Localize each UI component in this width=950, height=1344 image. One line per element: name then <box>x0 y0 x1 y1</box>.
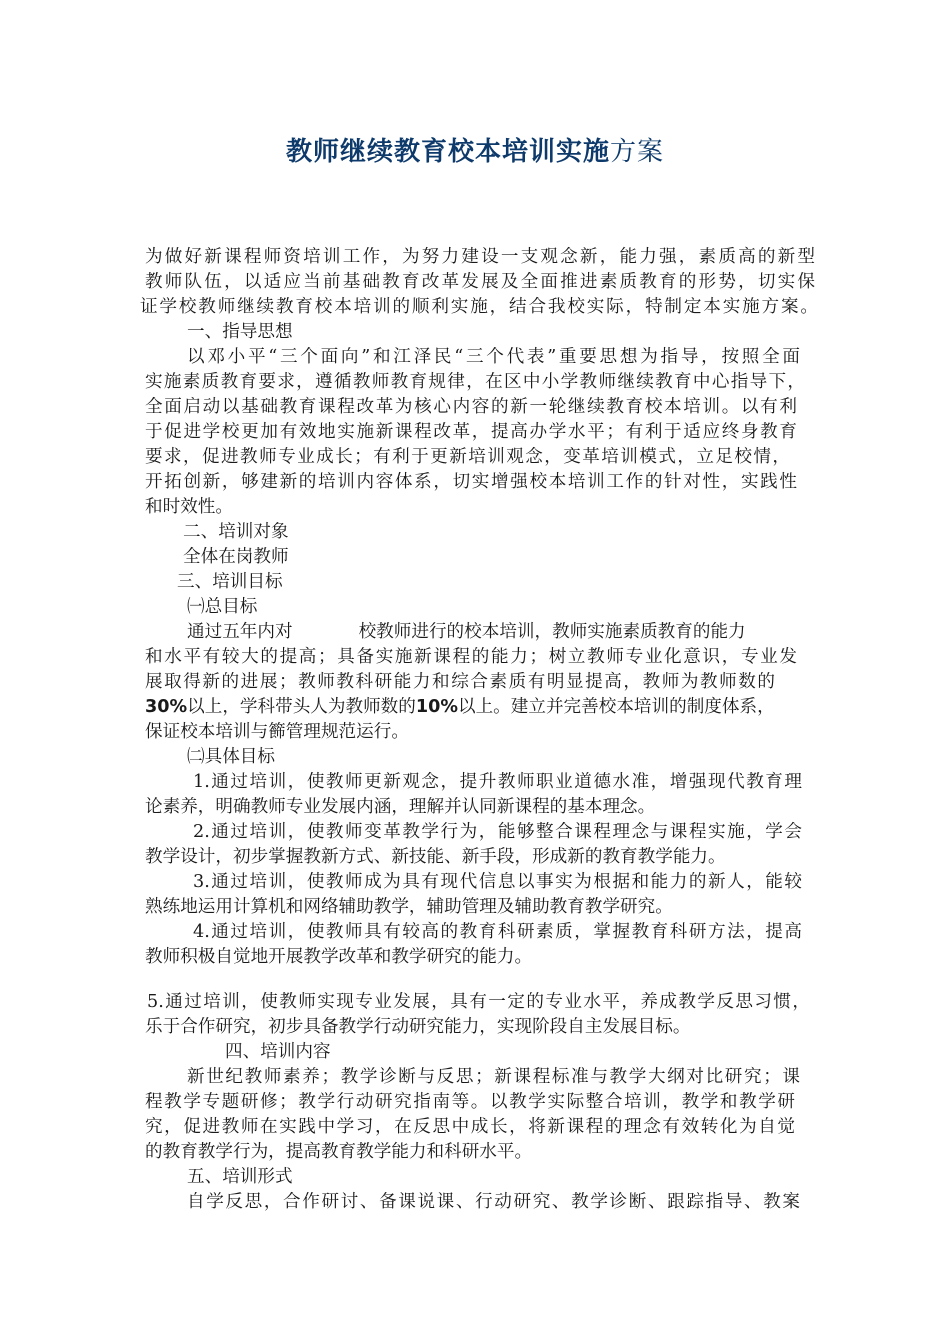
paragraph-line: 以邓小平“三个面向”和江泽民“三个代表”重要思想为指导，按照全面 <box>187 347 800 367</box>
paragraph-line: 的教育教学行为，提高教育教学能力和科研水平。 <box>145 1142 533 1162</box>
paragraph-line: 全体在岗教师 <box>183 547 289 567</box>
paragraph-line: 究，促进教师在实践中学习，在反思中成长，将新课程的理念有效转化为自觉 <box>145 1117 795 1137</box>
section-heading: 二、培训对象 <box>183 522 289 542</box>
goal-text: 以上，学科带头人为教师数的 <box>187 697 416 717</box>
list-item-cont: 教学设计，初步掌握教新方式、新技能、新手段，形成新的教育教学能力。 <box>145 847 726 867</box>
sub-heading: ㈠总目标 <box>187 597 258 617</box>
goal-text: 以上。建立并完善校本培训的制度体系， <box>457 697 775 717</box>
list-item: 5.通过培训，使教师实现专业发展，具有一定的专业水平，养成教学反思习惯， <box>147 992 810 1012</box>
sub-heading: ㈡具体目标 <box>187 747 275 767</box>
list-item-cont: 教师积极自觉地开展教学改革和教学研究的能力。 <box>145 947 533 967</box>
paragraph-line: 新世纪教师素养；教学诊断与反思；新课程标准与教学大纲对比研究；课 <box>187 1067 800 1087</box>
intro-line: 教师队伍，以适应当前基础教育改革发展及全面推进素质教育的形势，切实保 <box>145 272 815 292</box>
list-item: 1.通过培训，使教师更新观念，提升教师职业道德水准，增强现代教育理 <box>193 772 802 792</box>
paragraph-line: 自学反思，合作研讨、备课说课、行动研究、教学诊断、跟踪指导、教案 <box>187 1192 800 1212</box>
paragraph-line: 实施素质教育要求，遵循教师教育规律，在区中小学教师继续教育中心指导下， <box>145 372 805 392</box>
section-heading: 五、培训形式 <box>187 1167 293 1187</box>
list-item: 4.通过培训，使教师具有较高的教育科研素质，掌握教育科研方法，提高 <box>193 922 802 942</box>
paragraph-line: 展取得新的进展；教师教科研能力和综合素质有明显提高，教师为教师数的 <box>145 672 775 692</box>
intro-line: 为做好新课程师资培训工作，为努力建设一支观念新，能力强，素质高的新型 <box>145 247 815 267</box>
paragraph-line: 和水平有较大的提高；具备实施新课程的能力；树立教师专业化意识，专业发 <box>145 647 797 667</box>
paragraph-line <box>187 620 746 645</box>
document-title <box>0 136 950 168</box>
list-item-cont: 熟练地运用计算机和网络辅助教学，辅助管理及辅助教育教学研究。 <box>145 897 673 917</box>
paragraph-line: 要求，促进教师专业成长；有利于更新培训观念，变革培训模式，立足校情， <box>145 447 790 467</box>
list-item: 3.通过培训，使教师成为具有现代信息以事实为根据和能力的新人，能较 <box>193 872 802 892</box>
section-heading: 三、培训目标 <box>177 572 283 592</box>
section-heading: 四、培训内容 <box>225 1042 331 1062</box>
percent-value: 10% <box>415 697 458 717</box>
paragraph-line: 开拓创新，够建新的培训内容体系，切实增强校本培训工作的针对性，实践性 <box>145 472 797 492</box>
section-heading: 一、指导思想 <box>187 322 293 342</box>
goal-text-b: 校教师进行的校本培训，教师实施素质教育的能力 <box>358 622 746 642</box>
paragraph-line: 和时效性。 <box>145 497 233 517</box>
goal-text-a: 通过五年内对 <box>187 622 293 642</box>
paragraph-line: 保证校本培训与籂管理规范运行。 <box>145 722 409 742</box>
paragraph-line: 于促进学校更加有效地实施新课程改革，提高办学水平；有利于适应终身教育 <box>145 422 797 442</box>
percent-value: 30% <box>145 697 188 717</box>
list-item-cont: 论素养，明确教师专业发展内涵，理解并认同新课程的基本理念。 <box>145 797 656 817</box>
paragraph-line: 全面启动以基础教育课程改革为核心内容的新一轮继续教育校本培训。以有利 <box>145 397 797 417</box>
intro-line: 证学校教师继续教育校本培训的顺利实施，结合我校实际，特制定本实施方案。 <box>140 297 818 317</box>
list-item-cont: 乐于合作研究，初步具备教学行动研究能力，实现阶段自主发展目标。 <box>145 1017 691 1037</box>
title-main: 教师继续教育校本培训实施 <box>285 137 610 167</box>
title-suffix: 方案 <box>610 137 665 167</box>
list-item: 2.通过培训，使教师变革教学行为，能够整合课程理念与课程实施，学会 <box>193 822 802 842</box>
paragraph-line: 程教学专题研修；教学行动研究指南等。以教学实际整合培训，教学和教学研 <box>145 1092 795 1112</box>
paragraph-line <box>145 695 775 720</box>
